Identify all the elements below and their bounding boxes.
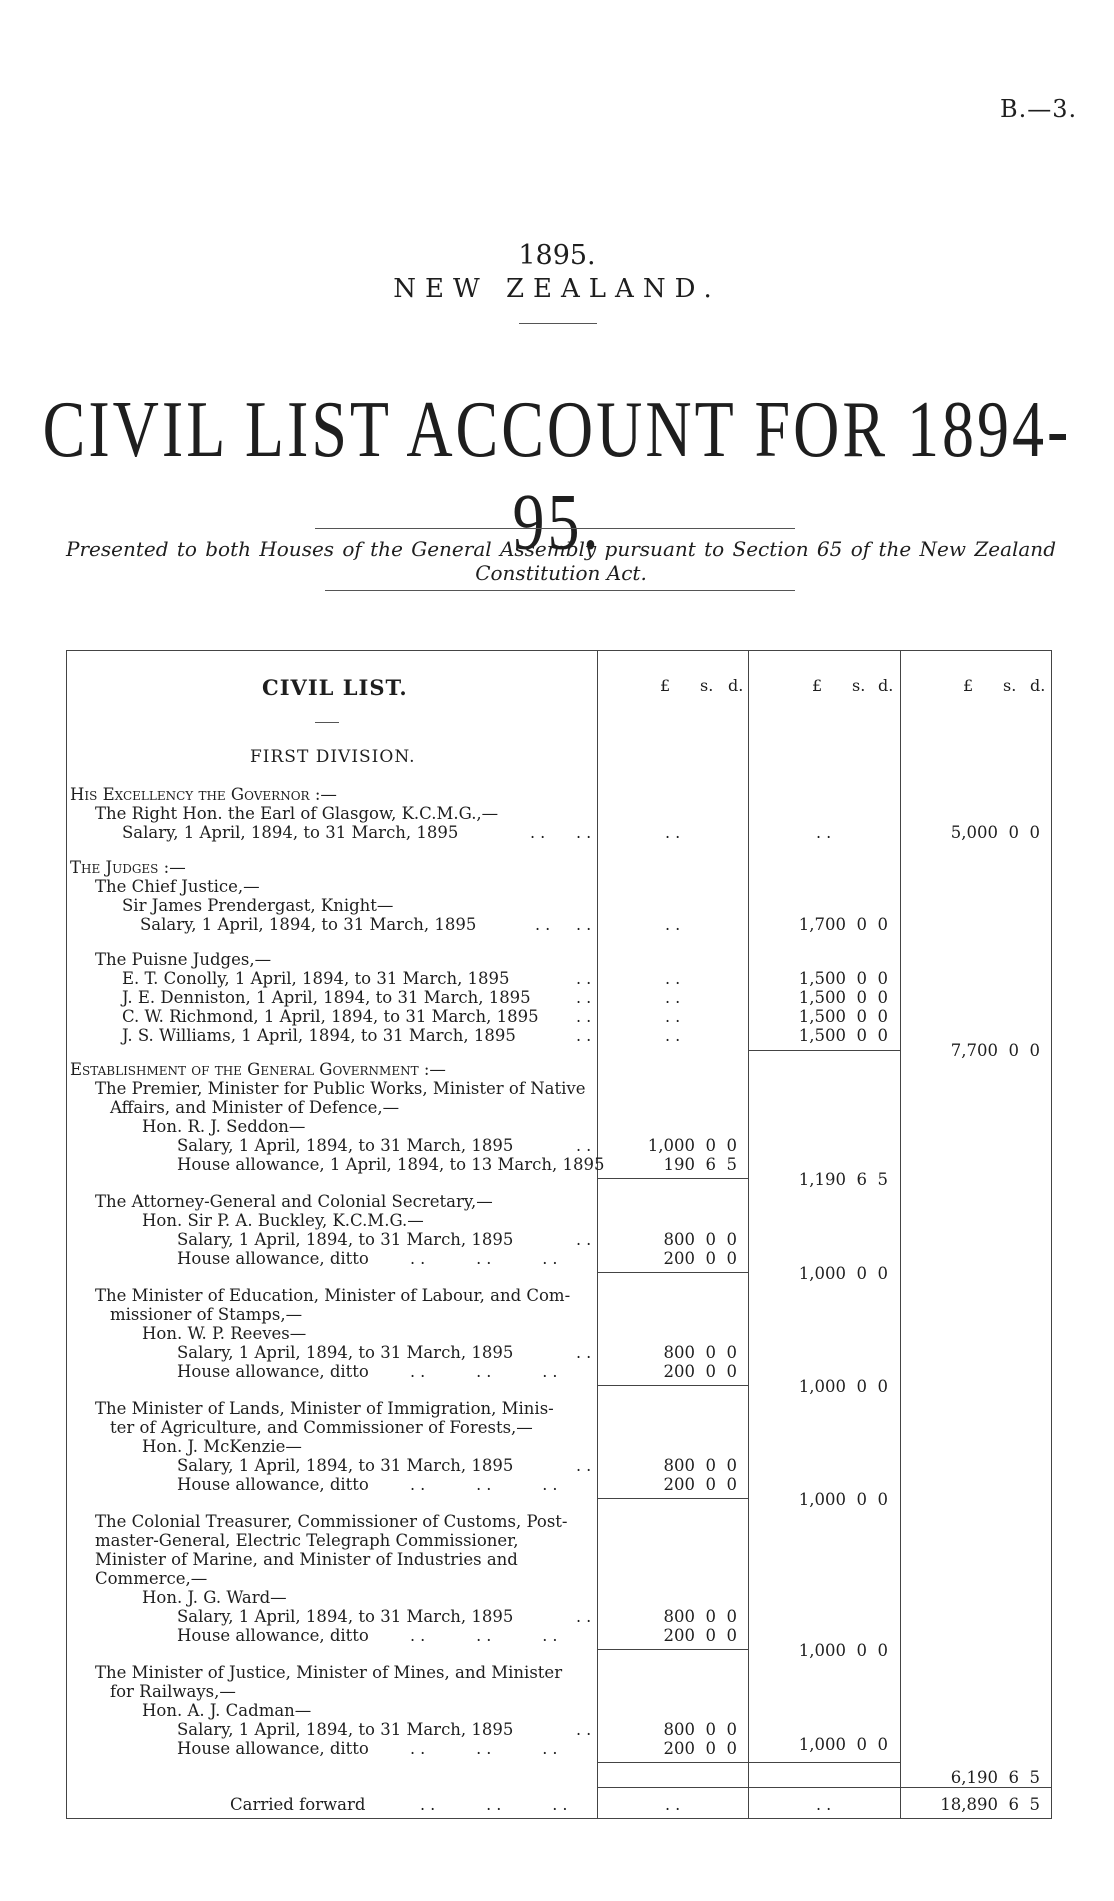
treasurer-house-amount: 200 0 0 [663,1626,737,1645]
justice-line-2: for Railways,— [110,1682,236,1701]
puisne-judge-1: E. T. Conolly, 1 April, 1894, to 31 March, 1895 [122,969,510,988]
governor-total: 5,000 0 0 [950,823,1040,842]
col2-shilling: s. [852,676,866,695]
leader-dots: . . [576,1026,592,1045]
puisne-amount-3: 1,500 0 0 [798,1007,888,1026]
establishment-total: 6,190 6 5 [950,1768,1040,1787]
justice-line-1: The Minister of Justice, Minister of Mines, and Minister [95,1663,563,1682]
treasurer-total: 1,000 0 0 [798,1641,888,1660]
lands-line-2: ter of Agriculture, and Commissioner of Forests,— [110,1418,533,1437]
governor-name: The Right Hon. the Earl of Glasgow, K.C.M.G.,— [95,804,499,823]
governor-header: His Excellency the Governor :— [70,785,337,804]
premier-total: 1,190 6 5 [798,1170,888,1189]
presented-line-1: Presented to both Houses of the General Assembly pursuant to Section 65 of the New Zealand [66,537,1056,561]
attorney-subtotal-rule [597,1272,748,1273]
premier-line-1: The Premier, Minister for Public Works, Minister of Native [95,1079,586,1098]
leader-dots: . . . . . . [420,1795,568,1814]
education-name: Hon. W. P. Reeves— [142,1324,307,1343]
treasurer-subtotal-rule [597,1649,748,1650]
education-total: 1,000 0 0 [798,1377,888,1396]
leader-dots: . . [576,1720,592,1739]
carried-forward-rule [597,1787,1051,1788]
justice-house: House allowance, ditto [177,1739,369,1758]
education-house-amount: 200 0 0 [663,1362,737,1381]
judges-header: The Judges :— [70,858,186,877]
leader-dots: . . . . . . [410,1739,558,1758]
attorney-name: Hon. Sir P. A. Buckley, K.C.M.G.— [142,1211,424,1230]
leader-dots: . . [816,1795,832,1814]
establishment-subtotal-rule [748,1762,900,1763]
justice-name: Hon. A. J. Cadman— [142,1701,312,1720]
justice-subtotal-rule [597,1762,748,1763]
col2-pence: d. [878,676,894,695]
leader-dots: . . [665,988,681,1007]
col3-pound: £ [963,676,974,695]
table-heading: CIVIL LIST. [262,675,408,700]
leader-dots: . . [576,969,592,988]
leader-dots: . . [576,823,592,842]
premier-salary-amount: 1,000 0 0 [647,1136,737,1155]
justice-salary-amount: 800 0 0 [663,1720,737,1739]
attorney-line-1: The Attorney-General and Colonial Secretary,— [95,1192,493,1211]
table-right-border [1051,650,1052,1818]
attorney-house: House allowance, ditto [177,1249,369,1268]
col3-shilling: s. [1003,676,1017,695]
chief-justice-amount: 1,700 0 0 [798,915,888,934]
premier-subtotal-rule [597,1178,748,1179]
lands-subtotal-rule [597,1498,748,1499]
lands-line-1: The Minister of Lands, Minister of Immigration, Minis- [95,1399,554,1418]
leader-dots: . . [576,1136,592,1155]
premier-name: Hon. R. J. Seddon— [142,1117,306,1136]
justice-salary: Salary, 1 April, 1894, to 31 March, 1895 [177,1720,514,1739]
chief-justice-name: Sir James Prendergast, Knight— [122,896,394,915]
heading-dash [315,722,339,723]
justice-total: 1,000 0 0 [798,1735,888,1754]
leader-dots: . . [665,1007,681,1026]
lands-name: Hon. J. McKenzie— [142,1437,302,1456]
education-salary-amount: 800 0 0 [663,1343,737,1362]
country-name: NEW ZEALAND. [393,274,721,304]
treasurer-name: Hon. J. G. Ward— [142,1588,287,1607]
treasurer-line-2: master-General, Electric Telegraph Commissioner, [95,1531,519,1550]
leader-dots: . . [535,915,551,934]
attorney-house-amount: 200 0 0 [663,1249,737,1268]
leader-dots: . . . . . . [410,1626,558,1645]
leader-dots: . . . . . . [410,1249,558,1268]
col1-shilling: s. [700,676,714,695]
lands-salary-amount: 800 0 0 [663,1456,737,1475]
education-salary: Salary, 1 April, 1894, to 31 March, 1895 [177,1343,514,1362]
presented-top-rule [315,528,795,529]
treasurer-line-1: The Colonial Treasurer, Commissioner of Customs, Post- [95,1512,568,1531]
treasurer-salary: Salary, 1 April, 1894, to 31 March, 1895 [177,1607,514,1626]
lands-total: 1,000 0 0 [798,1490,888,1509]
lands-house: House allowance, ditto [177,1475,369,1494]
premier-line-2: Affairs, and Minister of Defence,— [110,1098,400,1117]
leader-dots: . . [576,988,592,1007]
governor-salary: Salary, 1 April, 1894, to 31 March, 1895 [122,823,459,842]
col3-pence: d. [1030,676,1046,695]
leader-dots: . . [576,1456,592,1475]
chief-justice-salary: Salary, 1 April, 1894, to 31 March, 1895 [140,915,477,934]
treasurer-salary-amount: 800 0 0 [663,1607,737,1626]
carried-forward-label: Carried forward [230,1795,366,1814]
education-line-1: The Minister of Education, Minister of Labour, and Com- [95,1286,571,1305]
premier-house: House allowance, 1 April, 1894, to 13 March, 1895 [177,1155,605,1174]
treasurer-line-3: Minister of Marine, and Minister of Industries and [95,1550,518,1569]
judges-total: 7,700 0 0 [950,1041,1040,1060]
puisne-amount-4: 1,500 0 0 [798,1026,888,1045]
puisne-amount-2: 1,500 0 0 [798,988,888,1007]
leader-dots: . . [576,1230,592,1249]
leader-dots: . . [576,1007,592,1026]
attorney-salary: Salary, 1 April, 1894, to 31 March, 1895 [177,1230,514,1249]
puisne-judges-title: The Puisne Judges,— [95,950,272,969]
leader-dots: . . [576,1607,592,1626]
education-line-2: missioner of Stamps,— [110,1305,303,1324]
education-house: House allowance, ditto [177,1362,369,1381]
justice-house-amount: 200 0 0 [663,1739,737,1758]
judges-subtotal-rule [748,1050,900,1051]
attorney-salary-amount: 800 0 0 [663,1230,737,1249]
puisne-judge-4: J. S. Williams, 1 April, 1894, to 31 March, 1895 [122,1026,516,1045]
lands-salary: Salary, 1 April, 1894, to 31 March, 1895 [177,1456,514,1475]
leader-dots: . . [530,823,546,842]
puisne-judge-2: J. E. Denniston, 1 April, 1894, to 31 March, 1895 [122,988,531,1007]
puisne-judge-3: C. W. Richmond, 1 April, 1894, to 31 March, 1895 [122,1007,539,1026]
leader-dots: . . [665,823,681,842]
col1-pence: d. [728,676,744,695]
document-title: CIVIL LIST ACCOUNT FOR 1894-95. [42,384,1072,566]
leader-dots: . . [665,969,681,988]
establishment-header: Establishment of the General Government :— [70,1060,446,1079]
attorney-total: 1,000 0 0 [798,1264,888,1283]
education-subtotal-rule [597,1385,748,1386]
publication-year: 1895. [518,240,596,271]
leader-dots: . . [816,823,832,842]
treasurer-line-4: Commerce,— [95,1569,208,1588]
presented-line-2: Constitution Act. [475,561,647,585]
table-bottom-border [66,1818,1052,1819]
title-divider [519,323,597,324]
leader-dots: . . [576,915,592,934]
chief-justice-title: The Chief Justice,— [95,877,260,896]
col2-pound: £ [812,676,823,695]
premier-house-amount: 190 6 5 [663,1155,737,1174]
col1-pound: £ [660,676,671,695]
leader-dots: . . [576,1343,592,1362]
first-division-heading: FIRST DIVISION. [250,747,416,767]
page-reference: B.—3. [1000,95,1078,123]
leader-dots: . . . . . . [410,1475,558,1494]
leader-dots: . . [665,1026,681,1045]
treasurer-house: House allowance, ditto [177,1626,369,1645]
table-top-border [66,650,1052,651]
leader-dots: . . [665,1795,681,1814]
premier-salary: Salary, 1 April, 1894, to 31 March, 1895 [177,1136,514,1155]
puisne-amount-1: 1,500 0 0 [798,969,888,988]
leader-dots: . . . . . . [410,1362,558,1381]
presented-bottom-rule [325,590,795,591]
carried-forward-total: 18,890 6 5 [940,1795,1040,1814]
lands-house-amount: 200 0 0 [663,1475,737,1494]
table-left-border [66,650,67,1818]
leader-dots: . . [665,915,681,934]
